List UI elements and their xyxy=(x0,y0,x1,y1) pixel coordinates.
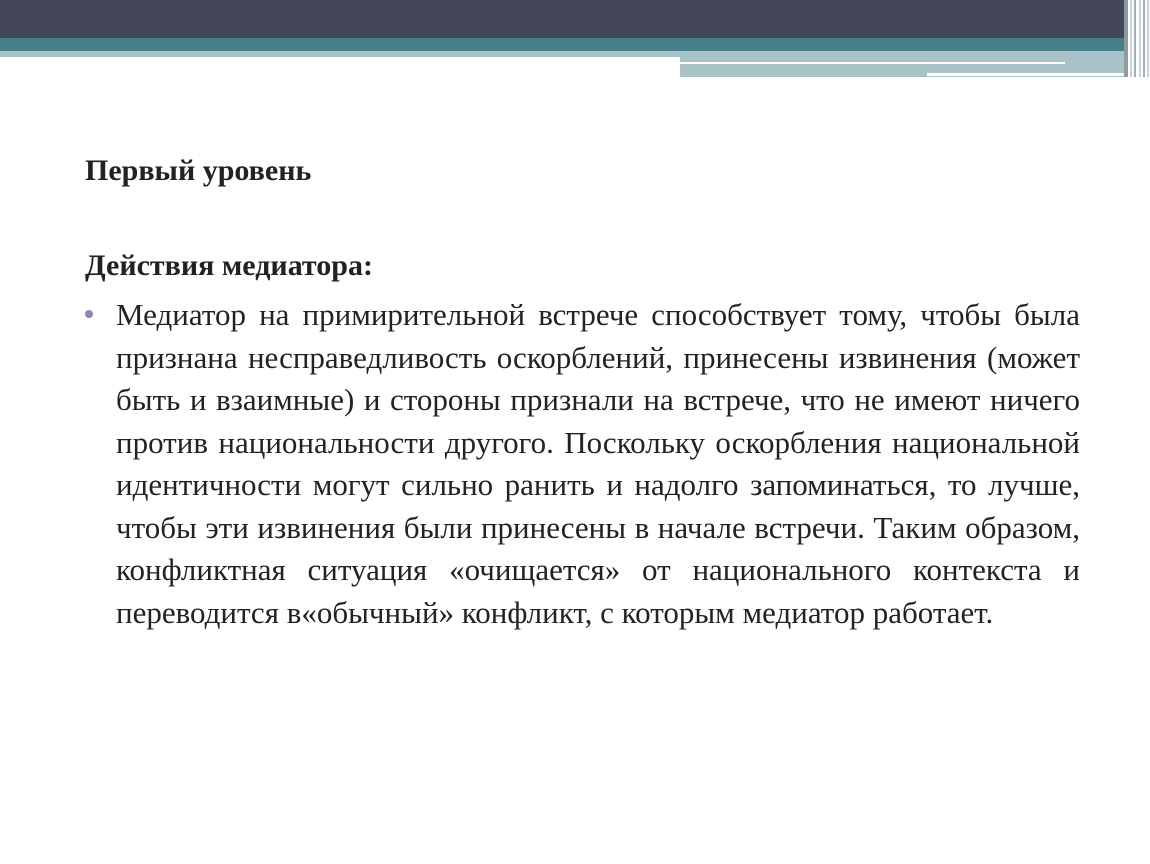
header-band-light-left xyxy=(0,51,680,57)
header-band-dark xyxy=(0,0,1124,38)
header-stripe xyxy=(1139,0,1141,77)
header-line xyxy=(680,62,1065,64)
bullet-list-item xyxy=(85,294,1080,634)
slide-heading-level: Первый уровень xyxy=(85,154,312,187)
header-line-2 xyxy=(927,73,1124,76)
header-stripe xyxy=(1124,0,1128,77)
header-stripe xyxy=(1130,0,1132,77)
header-stripe xyxy=(1143,0,1145,77)
header-band-teal xyxy=(0,38,1124,51)
bullet-dot-icon xyxy=(85,310,93,318)
header-stripe xyxy=(1147,0,1149,77)
header-stripe xyxy=(1134,0,1136,77)
slide-heading-actions: Действия медиатора: xyxy=(85,249,373,282)
bullet-text: Медиатор на примирительной встрече способствует тому, чтобы была признана несправедливость оскорблений, принесены извинения (может быть и взаимные) и стороны признали на встрече, что не имеют ничего против национальности другого. Поскольку оскорбления национальной идентичности могут сильно ранить и надолго запоминаться, то лучше, чтобы эти извинения были принесены в начале встречи. Таким образом, конфликтная ситуация «очищается» от национального контекста и переводится в«обычный» конфликт, с которым медиатор работает. xyxy=(116,297,1080,630)
